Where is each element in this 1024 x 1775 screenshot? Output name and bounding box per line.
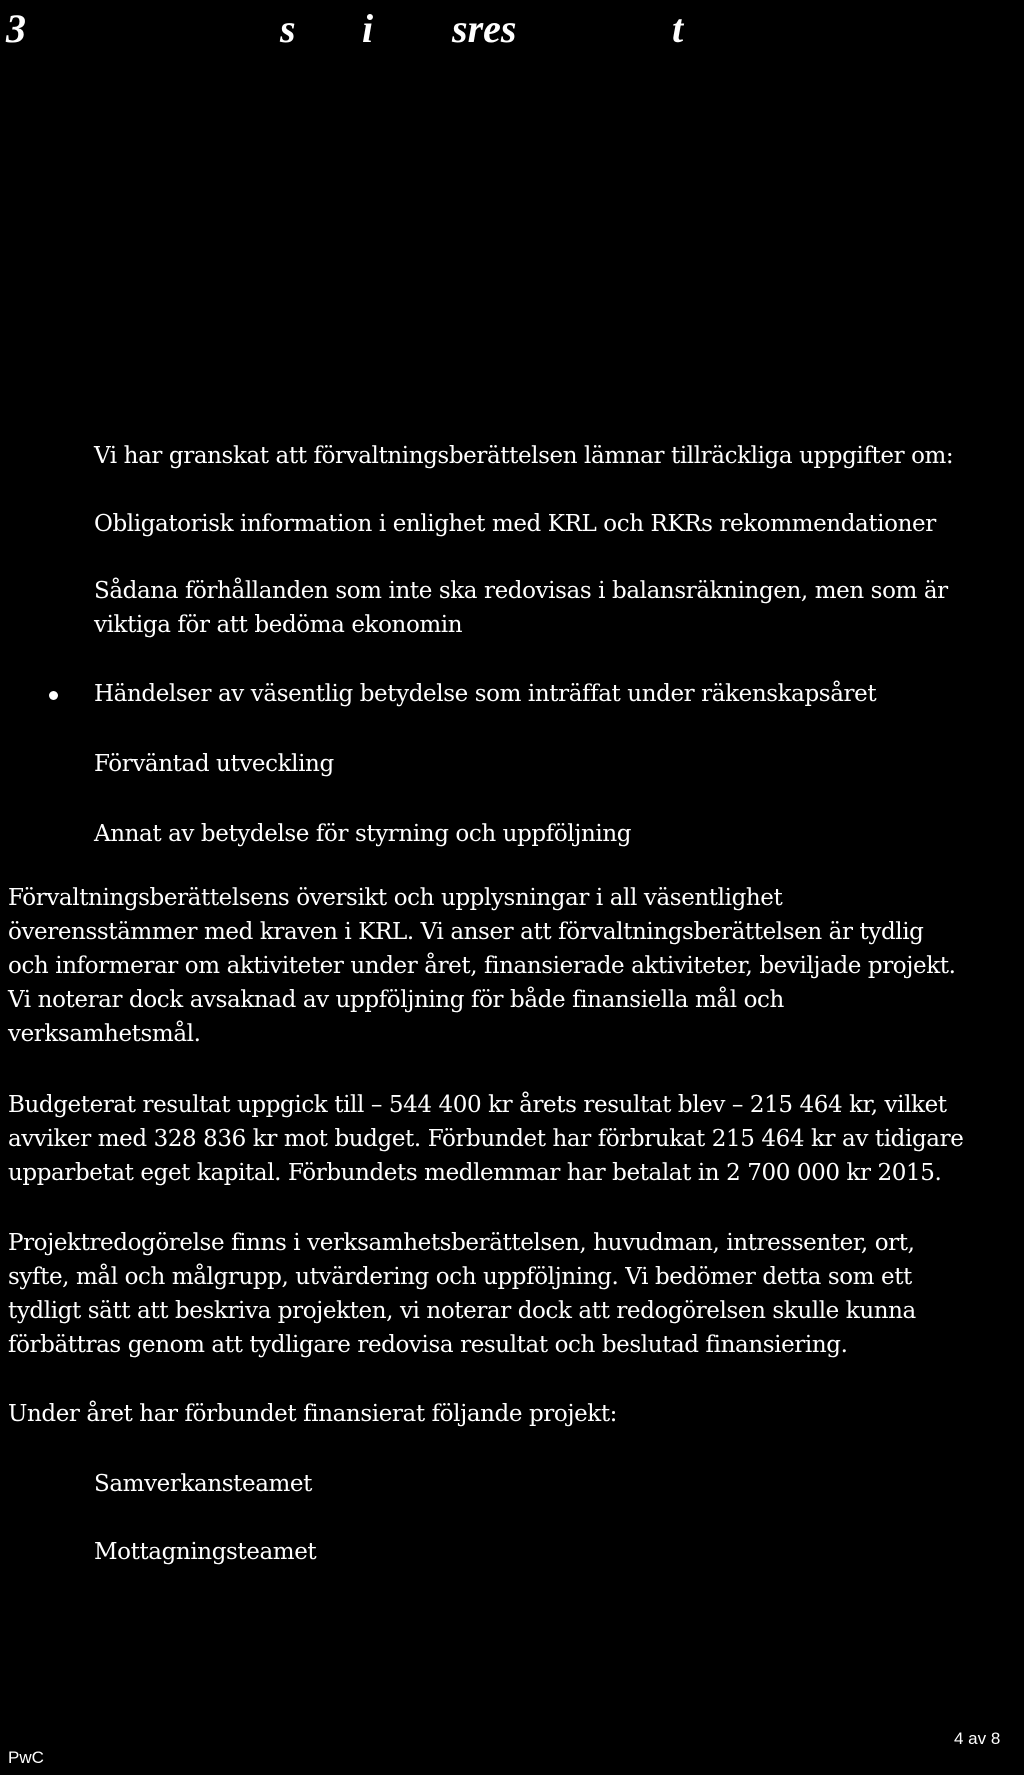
paragraph-line: Projektredogörelse finns i verksamhetsberättelsen, huvudman, intressenter, ort, — [8, 1230, 915, 1256]
project-item: Samverkansteamet — [94, 1471, 312, 1497]
footer-brand: PwC — [8, 1748, 44, 1767]
project-item: Mottagningsteamet — [94, 1539, 317, 1565]
paragraph-line: tydligt sätt att beskriva projekten, vi noterar dock att redogörelsen skulle kunna — [8, 1298, 916, 1324]
checklist-item: Sådana förhållanden som inte ska redovisas i balansräkningen, men som är — [94, 578, 948, 604]
checklist-item: Förväntad utveckling — [94, 751, 334, 777]
paragraph-line: Förvaltningsberättelsens översikt och upplysningar i all väsentlighet — [8, 885, 783, 911]
page-number: 4 av 8 — [954, 1729, 1001, 1748]
heading-fragment: i — [362, 6, 374, 51]
paragraph-line: avviker med 328 836 kr mot budget. Förbundet har förbrukat 215 464 kr av tidigare — [8, 1126, 964, 1152]
checklist-item-continued: viktiga för att bedöma ekonomin — [94, 612, 463, 638]
checklist-item: Händelser av väsentlig betydelse som inträffat under räkenskapsåret — [94, 681, 877, 707]
paragraph-line: överensstämmer med kraven i KRL. Vi anser att förvaltningsberättelsen är tydlig — [8, 919, 924, 945]
checklist-item: Annat av betydelse för styrning och uppföljning — [94, 821, 632, 847]
paragraph-line: syfte, mål och målgrupp, utvärdering och uppföljning. Vi bedömer detta som ett — [8, 1264, 912, 1290]
heading-fragment: t — [672, 6, 684, 51]
paragraph-line: Budgeterat resultat uppgick till – 544 400 kr årets resultat blev – 215 464 kr, vilket — [8, 1092, 947, 1118]
paragraph-line: Vi noterar dock avsaknad av uppföljning för både finansiella mål och — [8, 987, 784, 1013]
paragraph-line: upparbetat eget kapital. Förbundets medlemmar har betalat in 2 700 000 kr 2015. — [8, 1160, 942, 1186]
heading-fragment: sres — [452, 6, 517, 51]
intro-text: Vi har granskat att förvaltningsberättelsen lämnar tillräckliga uppgifter om: — [94, 443, 954, 469]
paragraph-line: och informerar om aktiviteter under året, finansierade aktiviteter, beviljade projekt. — [8, 953, 956, 979]
paragraph-line: verksamhetsmål. — [8, 1021, 201, 1047]
section-heading — [0, 4, 1024, 54]
checklist-item: Obligatorisk information i enlighet med KRL och RKRs rekommendationer — [94, 511, 936, 537]
bullet-icon — [49, 691, 58, 700]
section-number: 3 — [6, 6, 26, 51]
paragraph-line: Under året har förbundet finansierat följande projekt: — [8, 1401, 618, 1427]
heading-fragment: s — [280, 6, 296, 51]
paragraph-line: förbättras genom att tydligare redovisa resultat och beslutad finansiering. — [8, 1332, 848, 1358]
